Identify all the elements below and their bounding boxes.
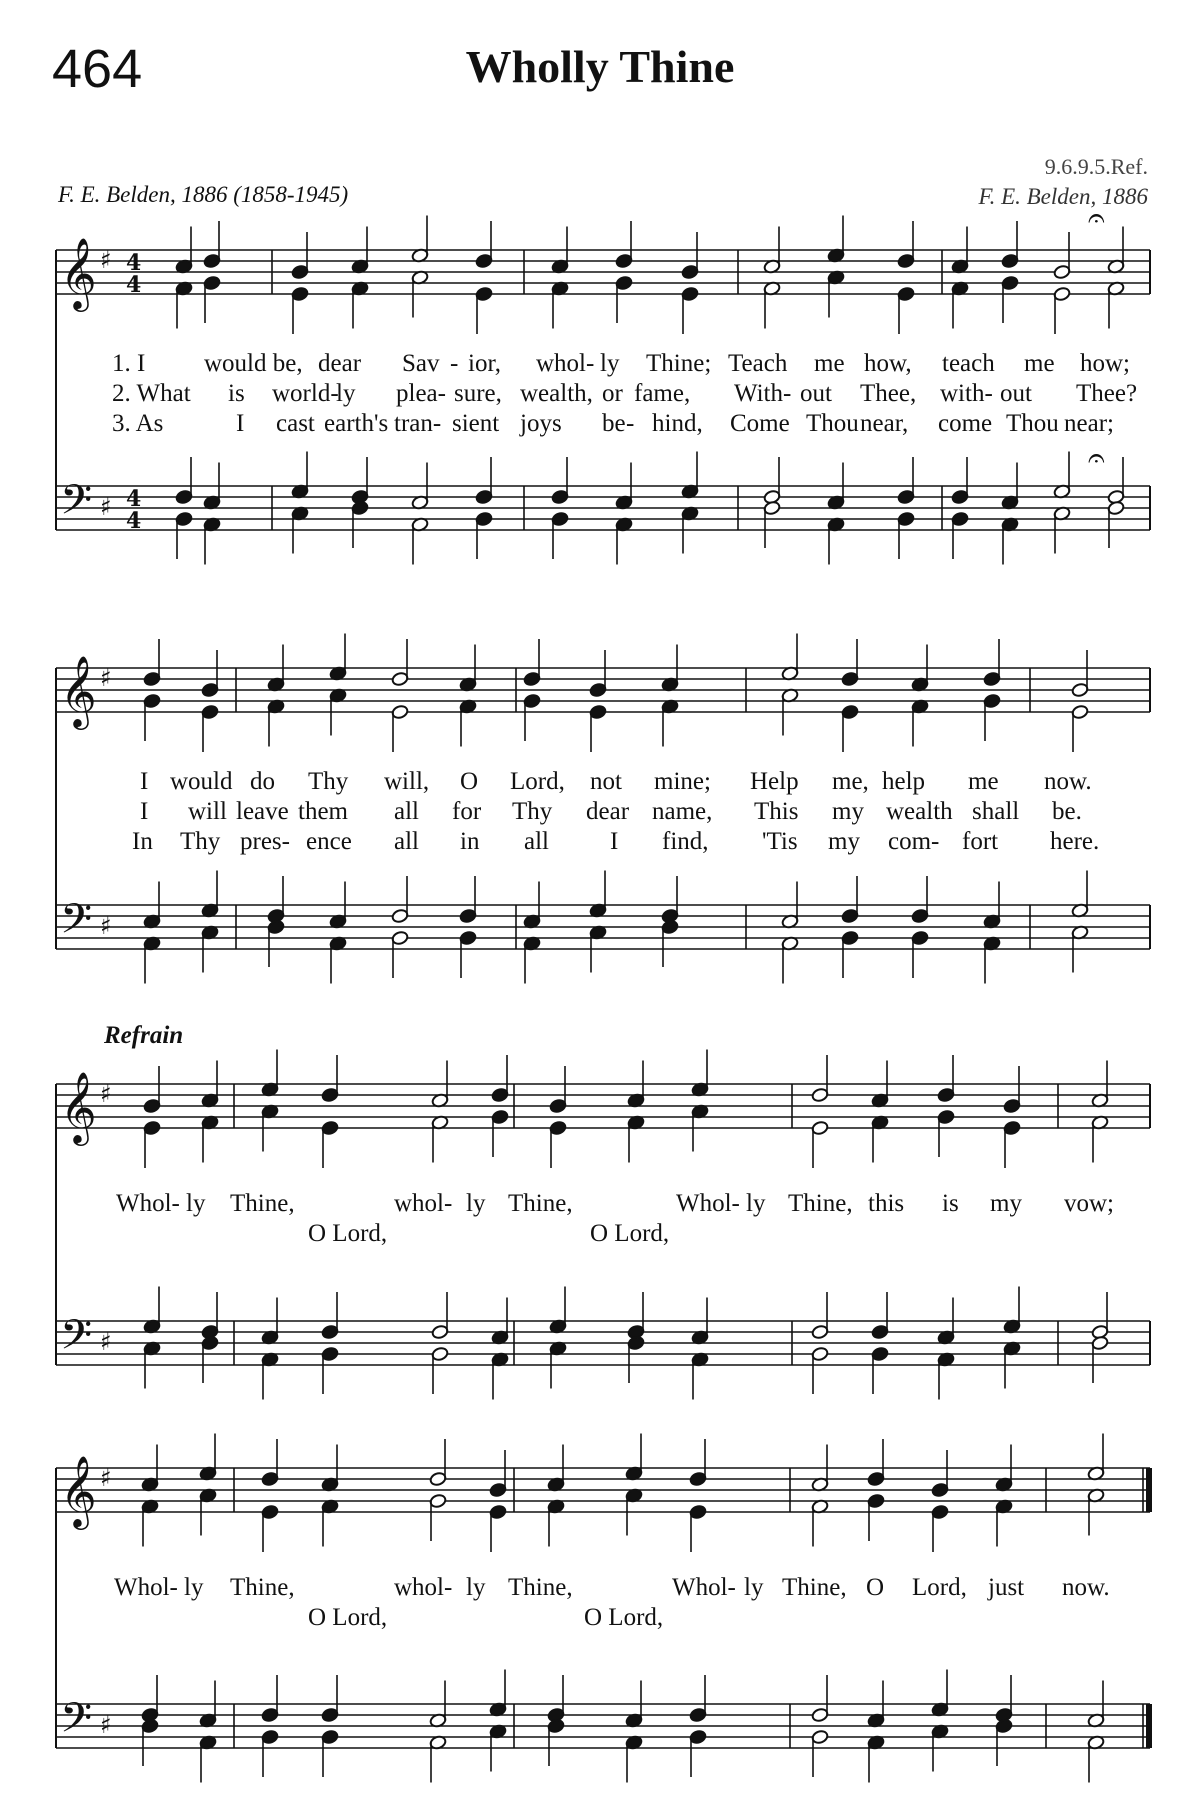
lyric-syllable: for (452, 798, 482, 825)
lyric-syllable: 'Tis (762, 828, 798, 855)
lyric-syllable: teach (942, 350, 995, 377)
lyric-syllable: In (132, 828, 153, 855)
lyric-syllable: me, (832, 768, 869, 795)
lyric-syllable: whol- (394, 1574, 453, 1601)
lyric-syllable: ly (746, 1190, 766, 1217)
final-barline (1146, 1704, 1152, 1748)
lyric-syllable: sure, (454, 380, 502, 407)
lyric-syllable: Help (750, 768, 799, 795)
refrain-label: Refrain (104, 1022, 184, 1049)
lyric-syllable: joys (520, 410, 562, 437)
time-signature: 4 (126, 508, 142, 534)
lyric-syllable: Thine, (788, 1190, 853, 1217)
lyric-syllable: Whol- (114, 1574, 178, 1601)
lyric-syllable: O (866, 1574, 885, 1601)
lyric-syllable: O Lord, (590, 1220, 670, 1247)
lyric-syllable: Thine, (782, 1574, 847, 1601)
lyric-syllable: Thine, (508, 1574, 573, 1601)
time-signature: 4 (126, 486, 142, 512)
lyric-syllable: my (832, 798, 864, 825)
lyric-syllable: cast (276, 410, 315, 437)
lyric-syllable: Whol- (676, 1190, 740, 1217)
lyric-syllable: ly (186, 1190, 206, 1217)
lyric-syllable: Thine; (646, 350, 712, 377)
lyric-syllable: tran- (394, 410, 442, 437)
lyric-syllable: come (938, 410, 993, 437)
lyric-syllable: me (814, 350, 845, 377)
lyric-syllable: Lord, (912, 1574, 967, 1601)
lyric-syllable: whol- (394, 1190, 453, 1217)
lyric-syllable: fame, (634, 380, 691, 407)
key-signature-sharp: ♯ (100, 1080, 112, 1108)
lyric-syllable: Lord, (510, 768, 565, 795)
lyric-syllable: Come (730, 410, 790, 437)
meter-label: 9.6.9.5.Ref. (1044, 154, 1148, 179)
lyric-syllable: in (460, 828, 480, 855)
lyric-syllable: - (626, 410, 635, 437)
key-signature-sharp: ♯ (100, 246, 112, 274)
lyric-syllable: Thou (806, 410, 859, 437)
lyric-syllable: near; (1064, 410, 1114, 437)
bass-clef: 𝄢 (60, 895, 93, 953)
lyric-syllable: wealth, (520, 380, 593, 407)
lyric-syllable: Thee, (860, 380, 917, 407)
music-credit: F. E. Belden, 1886 (978, 184, 1148, 209)
lyric-syllable: sient (452, 410, 500, 437)
lyric-syllable: near, (860, 410, 909, 437)
lyric-syllable: how, (864, 350, 912, 377)
lyric-syllable: O Lord, (584, 1604, 664, 1631)
hymn-title: Wholly Thine (465, 41, 735, 92)
lyric-syllable: With- (734, 380, 792, 407)
fermata: 𝄐 (1088, 441, 1105, 476)
time-signature: 4 (126, 272, 142, 298)
lyric-syllable: hind, (652, 410, 703, 437)
key-signature-sharp: ♯ (100, 912, 112, 940)
lyric-syllable: Thy (180, 828, 221, 855)
lyric-syllable: com- (888, 828, 940, 855)
lyric-syllable: out (800, 380, 832, 407)
lyric-syllable: Thy (512, 798, 553, 825)
lyric-syllable: them (298, 798, 348, 825)
lyric-syllable: I (140, 798, 149, 825)
treble-clef: 𝄞 (60, 1070, 97, 1143)
lyric-syllable: Whol- (672, 1574, 736, 1601)
lyric-syllable: Teach (728, 350, 788, 377)
lyric-syllable: O Lord, (308, 1220, 388, 1247)
lyric-syllable: ence (306, 828, 352, 855)
key-signature-sharp: ♯ (100, 493, 112, 521)
lyric-syllable: be. (1052, 798, 1082, 825)
lyric-syllable: ior, (468, 350, 502, 377)
lyric-syllable: dear (318, 350, 362, 377)
lyric-syllable: be (602, 410, 626, 437)
lyric-syllable: would (170, 768, 233, 795)
lyric-syllable: Thine, (230, 1574, 295, 1601)
lyric-syllable: - (450, 350, 459, 377)
lyric-syllable: 3. As (112, 410, 164, 437)
lyric-syllable: Thine, (230, 1190, 295, 1217)
lyric-syllable: ly (600, 350, 620, 377)
hymn-number: 464 (52, 39, 143, 99)
lyric-syllable: all (524, 828, 549, 855)
lyric-syllable: or (602, 380, 623, 407)
key-signature-sharp: ♯ (100, 664, 112, 692)
lyric-syllable: now. (1044, 768, 1092, 795)
lyric-syllable: whol- (536, 350, 595, 377)
lyric-syllable: me (968, 768, 999, 795)
lyric-syllable: Thou (1006, 410, 1059, 437)
lyric-syllable: do (250, 768, 275, 795)
lyric-syllable: find, (662, 828, 709, 855)
lyric-syllable: is (942, 1190, 959, 1217)
lyric-syllable: shall (972, 798, 1020, 825)
lyric-syllable: Thy (308, 768, 349, 795)
lyric-syllable: I (610, 828, 619, 855)
key-signature-sharp: ♯ (100, 1464, 112, 1492)
lyric-syllable: mine; (654, 768, 711, 795)
lyric-syllable: will, (384, 768, 430, 795)
lyric-syllable: fort (962, 828, 999, 855)
lyric-syllable: ly (744, 1574, 764, 1601)
lyric-syllable: 2. What (112, 380, 191, 407)
lyric-syllable: now. (1062, 1574, 1110, 1601)
treble-clef: 𝄞 (60, 1454, 97, 1527)
lyric-syllable: plea- (396, 380, 446, 407)
lyric-syllable: ly (466, 1190, 486, 1217)
lyric-syllable: ly (336, 380, 356, 407)
lyric-syllable: me (1024, 350, 1055, 377)
lyric-syllable: all (394, 828, 419, 855)
lyric-syllable: leave (236, 798, 289, 825)
lyric-syllable: Whol- (116, 1190, 180, 1217)
lyric-syllable: help (882, 768, 926, 795)
lyric-syllable: O Lord, (308, 1604, 388, 1631)
final-barline (1146, 1468, 1152, 1512)
lyric-syllable: my (990, 1190, 1022, 1217)
lyric-syllable: I (140, 768, 149, 795)
lyric-syllable: Thee? (1076, 380, 1138, 407)
lyric-syllable: not (590, 768, 622, 795)
treble-clef: 𝄞 (60, 654, 97, 727)
lyric-syllable: is (228, 380, 245, 407)
time-signature: 4 (126, 250, 142, 276)
lyric-syllable: here. (1050, 828, 1100, 855)
lyric-syllable: my (828, 828, 860, 855)
words-credit: F. E. Belden, 1886 (1858-1945) (58, 182, 349, 207)
lyric-syllable: out (1000, 380, 1032, 407)
lyric-syllable: wealth (886, 798, 953, 825)
bass-clef: 𝄢 (60, 1694, 93, 1752)
treble-clef: 𝄞 (60, 236, 97, 309)
lyric-syllable: pres- (240, 828, 290, 855)
lyric-syllable: how; (1080, 350, 1130, 377)
lyric-syllable: dear (586, 798, 630, 825)
lyric-syllable: all (394, 798, 419, 825)
lyric-syllable: I (236, 410, 245, 437)
key-signature-sharp: ♯ (100, 1711, 112, 1739)
lyric-syllable: O (460, 768, 479, 795)
lyric-syllable: just (988, 1574, 1025, 1601)
lyric-syllable: with- (940, 380, 993, 407)
lyric-syllable: ly (184, 1574, 204, 1601)
lyric-syllable: 1. I (112, 350, 146, 377)
key-signature-sharp: ♯ (100, 1328, 112, 1356)
lyric-syllable: will (188, 798, 227, 825)
lyric-syllable: earth's (324, 410, 389, 437)
lyric-syllable: This (754, 798, 799, 825)
lyric-syllable: name, (652, 798, 713, 825)
lyric-syllable: Sav (402, 350, 440, 377)
fermata: 𝄐 (1088, 201, 1105, 236)
lyric-syllable: world- (272, 380, 339, 407)
lyric-syllable: ly (466, 1574, 486, 1601)
lyric-syllable: Thine, (508, 1190, 573, 1217)
lyric-syllable: would be, (204, 350, 303, 377)
bass-clef: 𝄢 (60, 476, 93, 534)
lyric-syllable: vow; (1064, 1190, 1114, 1217)
lyric-syllable: this (868, 1190, 905, 1217)
bass-clef: 𝄢 (60, 1311, 93, 1369)
